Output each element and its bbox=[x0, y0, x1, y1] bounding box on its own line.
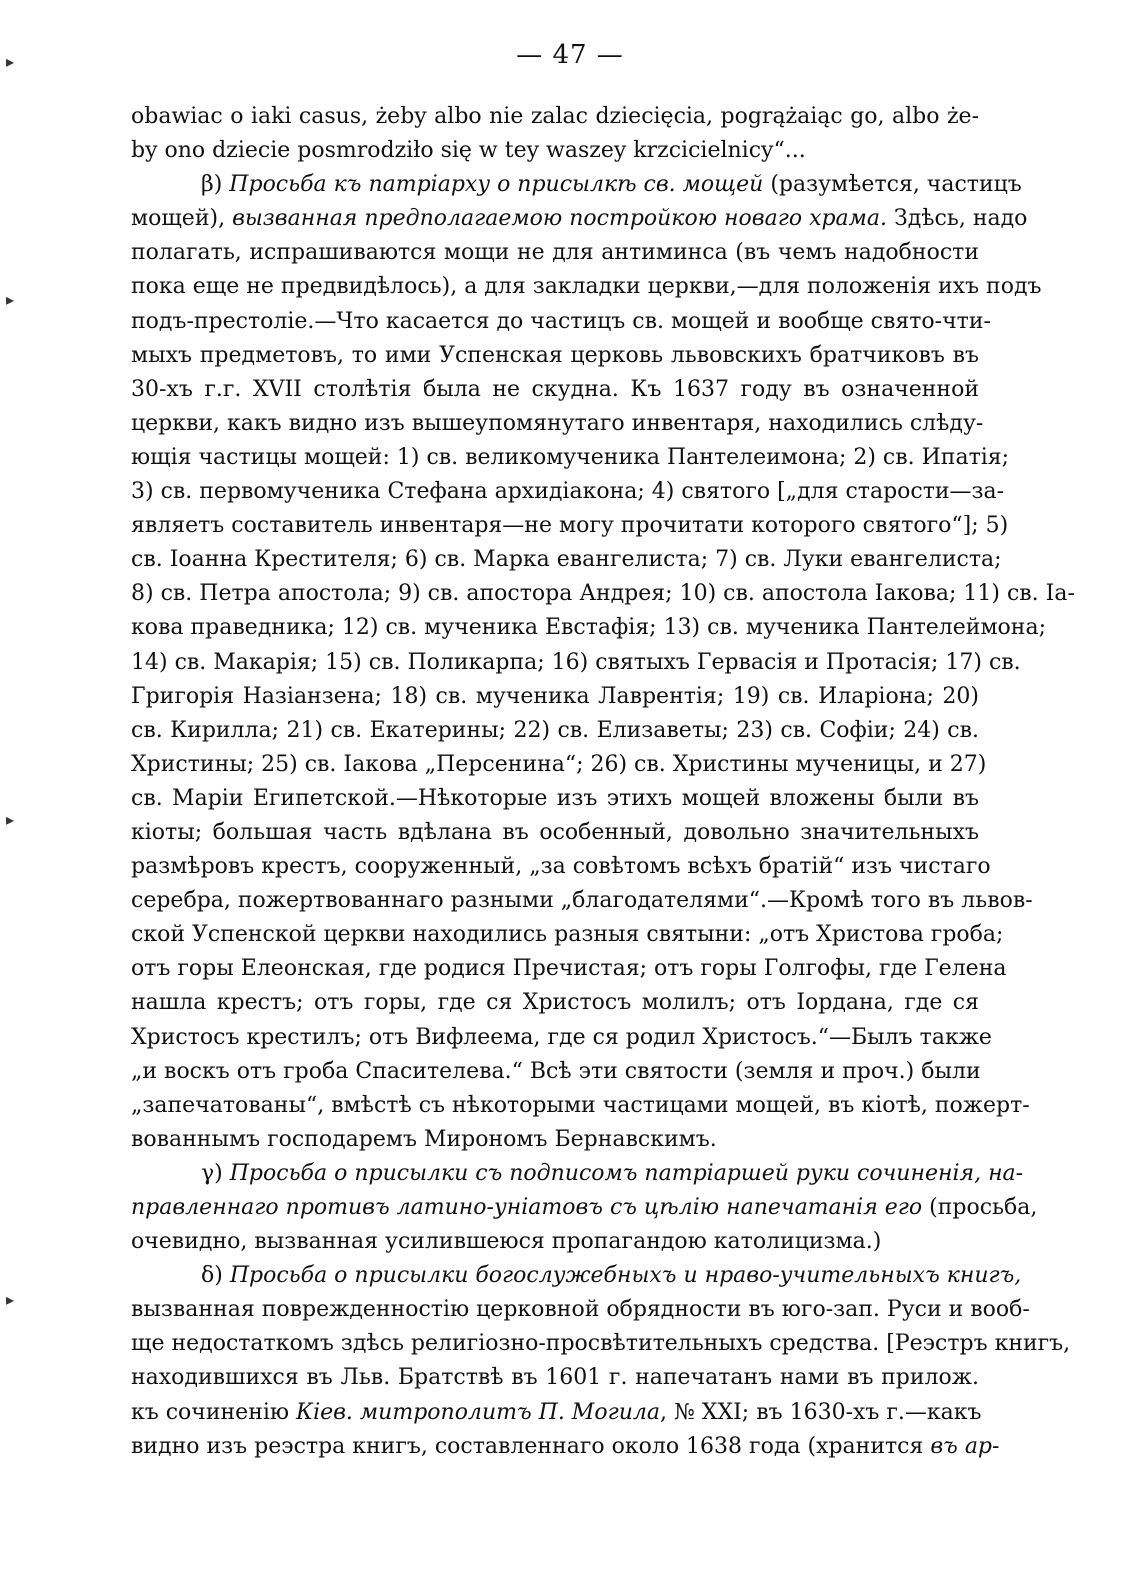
text-line bbox=[131, 1055, 979, 1089]
italic-text: Просьба о присылки богослужебныхъ и нраво-учительныхъ книгъ, bbox=[229, 1263, 1022, 1289]
text-line bbox=[131, 1021, 992, 1055]
text-run: Христины; 25) св. Іакова „Персенина“; 26) св. Христины мученицы, и 27) bbox=[131, 751, 987, 777]
text-line bbox=[131, 407, 984, 441]
text-line bbox=[131, 1430, 1000, 1464]
text-line bbox=[131, 236, 979, 270]
text-line bbox=[131, 646, 1021, 680]
text-run: Христосъ крестилъ; отъ Вифлеема, где ся родил Христосъ.“—Былъ также bbox=[131, 1024, 992, 1050]
text-run: св. Іоанна Крестителя; 6) св. Марка евангелиста; 7) св. Луки евангелиста; bbox=[131, 547, 1002, 573]
text-run: γ) bbox=[201, 1160, 230, 1186]
text-run: нашла крестъ; отъ горы, где ся Христосъ молилъ; отъ Іордана, где ся bbox=[131, 990, 979, 1016]
text-run: мощей), bbox=[131, 206, 233, 232]
text-line bbox=[131, 100, 979, 134]
text-line bbox=[131, 577, 1075, 611]
margin-mark: ▸ bbox=[6, 52, 15, 71]
text-run: являетъ составитель инвентаря—не могу прочитати которого святого“]; 5) bbox=[131, 513, 1009, 539]
text-line bbox=[131, 305, 991, 339]
text-run: отъ горы Елеонская, где родися Пречистая; отъ горы Голгофы, где Гелена bbox=[131, 956, 1007, 982]
text-run: β) bbox=[201, 172, 230, 198]
text-line bbox=[131, 918, 1004, 952]
text-run: подъ-престоліе.—Что касается до частицъ св. мощей и вообще свято-чти- bbox=[131, 308, 991, 334]
italic-text: правленнаго противъ латино-уніатовъ съ цѣлію напечатанія его bbox=[131, 1195, 923, 1220]
text-line bbox=[131, 441, 1010, 475]
text-line bbox=[131, 339, 979, 373]
text-line bbox=[131, 373, 979, 407]
text-run: Здѣсь, надо bbox=[887, 206, 1028, 232]
text-line bbox=[131, 1259, 1022, 1293]
italic-text: въ ар- bbox=[930, 1433, 1000, 1459]
text-run: церкви, какъ видно изъ вышеупомянутаго инвентаря, находились слѣду- bbox=[131, 410, 984, 436]
text-run: Григорія Назіанзена; 18) св. мученика Лаврентія; 19) св. Иларіона; 20) bbox=[131, 683, 979, 709]
text-line bbox=[131, 1361, 979, 1395]
text-line bbox=[131, 884, 1033, 918]
text-line bbox=[131, 1327, 1071, 1361]
text-run: кіоты; большая часть вдѣлана въ особенный, довольно значительныхъ bbox=[131, 819, 979, 845]
text-run: 3) св. первомученика Стефана архидіакона; 4) святого [„для старости—за- bbox=[131, 479, 1005, 505]
text-run: δ) bbox=[201, 1263, 230, 1289]
text-line bbox=[131, 202, 1028, 236]
text-line bbox=[131, 952, 1007, 986]
text-line bbox=[131, 850, 991, 884]
text-run: полагать, испрашиваются мощи не для антиминса (въ чемъ надобности bbox=[131, 240, 979, 266]
text-run: „и воскъ отъ гроба Спасителева.“ Всѣ эти святости (земля и проч.) были bbox=[131, 1058, 981, 1084]
text-run: 8) св. Петра апостола; 9) св. апостора Андрея; 10) св. апостола Іакова; 11) св. Іа- bbox=[131, 581, 1075, 607]
text-line bbox=[131, 1225, 979, 1259]
text-line bbox=[131, 782, 979, 816]
text-run: вованнымъ господаремъ Мирономъ Бернавскимъ. bbox=[131, 1126, 717, 1152]
text-line bbox=[131, 986, 979, 1020]
italic-text: Кіев. митрополитъ П. Могила bbox=[296, 1399, 660, 1425]
text-run: находившихся въ Льв. Братствѣ въ 1601 г. напечатанъ нами въ прилож. bbox=[131, 1365, 979, 1391]
text-line bbox=[131, 1123, 979, 1157]
italic-text: Просьба о присылки съ подписомъ патріаршей руки сочиненія, на- bbox=[229, 1160, 1024, 1186]
margin-mark: ▸ bbox=[6, 810, 15, 829]
text-line bbox=[131, 816, 979, 850]
text-line bbox=[131, 1396, 982, 1430]
text-run: вызванная поврежденностію церковной обрядности въ юго-зап. Руси и вооб- bbox=[131, 1297, 1030, 1323]
text-line bbox=[131, 1157, 1024, 1191]
text-run: серебра, пожертвованнаго разными „благодателями“.—Кромѣ того въ львов- bbox=[131, 888, 1033, 914]
text-run: св. Маріи Египетской.—Нѣкоторые изъ этихъ мощей вложены были въ bbox=[131, 785, 979, 811]
text-run: мыхъ предметовъ, то ими Успенская церковь львовскихъ братчиковъ въ bbox=[131, 342, 979, 368]
text-line bbox=[131, 509, 1009, 543]
text-line bbox=[131, 714, 979, 748]
text-run: къ сочиненію bbox=[131, 1399, 297, 1425]
page-number: — 47 — bbox=[516, 40, 624, 70]
text-run: видно изъ реэстра книгъ, составленнаго около 1638 года (хранится bbox=[131, 1433, 931, 1459]
text-run: кова праведника; 12) св. мученика Евстафія; 13) св. мученика Пантелеймона; bbox=[131, 615, 1046, 641]
text-run: размѣровъ крестъ, сооруженный, „за совѣтомъ всѣхъ братій“ изъ чистаго bbox=[131, 854, 991, 880]
text-run: ще недостаткомъ здѣсь религіозно-просвѣтительныхъ средства. [Реэстръ книгъ, bbox=[131, 1331, 1071, 1357]
text-line bbox=[131, 475, 1005, 509]
italic-text: Просьба къ патріарху о присылкѣ св. мощей bbox=[229, 172, 764, 198]
text-run: by ono dziecie posmrodziło się w tey waszey krzcicielnicy“... bbox=[131, 138, 806, 164]
text-line bbox=[131, 1089, 1030, 1123]
text-run: (просьба, bbox=[922, 1195, 1038, 1220]
text-run: , № XXI; въ 1630-хъ г.—какъ bbox=[659, 1399, 982, 1425]
text-line bbox=[131, 543, 1002, 577]
margin-mark: ▸ bbox=[6, 290, 15, 309]
text-line bbox=[131, 134, 979, 168]
margin-mark: ▸ bbox=[6, 1290, 15, 1309]
text-run: св. Кирилла; 21) св. Екатерины; 22) св. Елизаветы; 23) св. Софіи; 24) св. bbox=[131, 717, 979, 743]
text-line bbox=[131, 168, 1022, 202]
text-run: 30-хъ г.г. XVII столѣтія была не скудна. Къ 1637 году въ означенной bbox=[131, 376, 979, 402]
text-run: ющія частицы мощей: 1) св. великомученика Пантелеимона; 2) св. Ипатія; bbox=[131, 444, 1010, 470]
text-line bbox=[131, 270, 1042, 304]
text-line bbox=[131, 611, 1046, 645]
text-run: ской Успенской церкви находились разныя святыни: „отъ Христова гроба; bbox=[131, 922, 1004, 948]
text-run: (разумѣется, частицъ bbox=[763, 172, 1022, 198]
text-run: очевидно, вызванная усилившеюся пропагандою католицизма.) bbox=[131, 1229, 882, 1255]
text-run: obawiac o iaki casus, żeby albo nie zalac dziecięcia, pogrążaiąc go, albo że- bbox=[131, 104, 979, 129]
italic-text: вызванная предполагаемою постройкою новаго храма. bbox=[232, 206, 888, 232]
body-text bbox=[131, 100, 1075, 1464]
text-line bbox=[131, 1191, 1038, 1225]
text-run: пока еще не предвидѣлось), а для закладки церкви,—для положенія ихъ подъ bbox=[131, 274, 1042, 300]
text-run: 14) св. Макарія; 15) св. Поликарпа; 16) святыхъ Гервасія и Протасія; 17) св. bbox=[131, 649, 1021, 675]
text-line bbox=[131, 680, 979, 714]
text-run: „запечатованы“, вмѣстѣ съ нѣкоторыми частицами мощей, въ кіотѣ, пожерт- bbox=[131, 1092, 1030, 1118]
text-line bbox=[131, 1293, 1030, 1327]
text-line bbox=[131, 748, 987, 782]
